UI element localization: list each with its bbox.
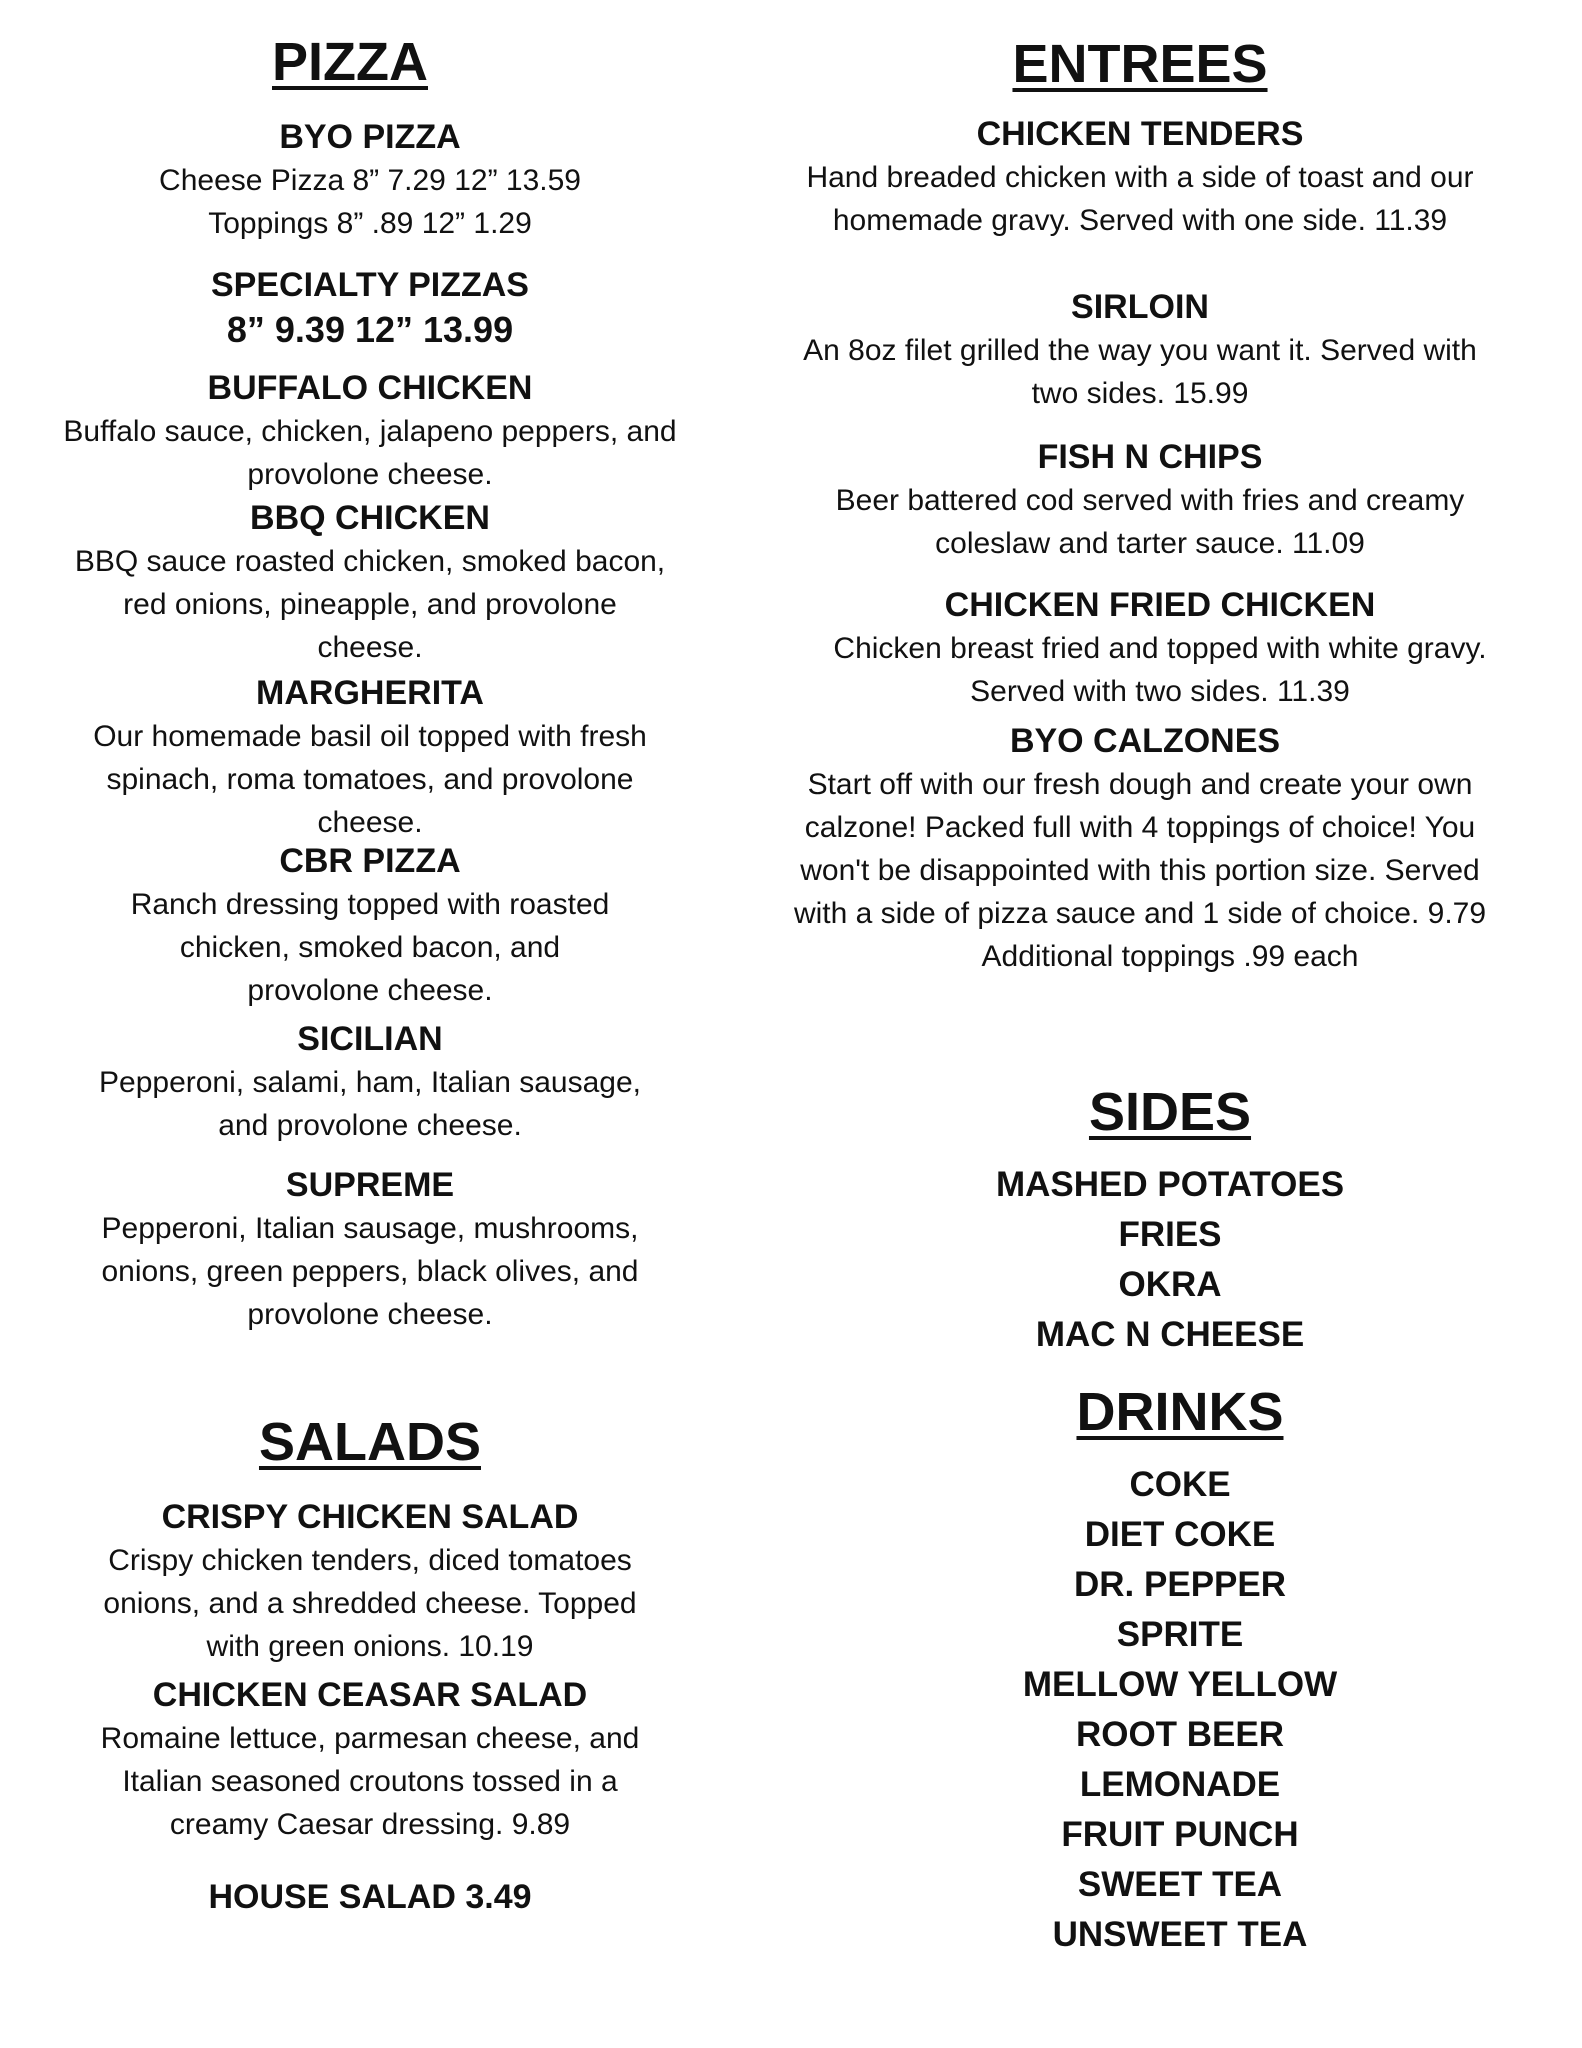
menu-item xyxy=(20,672,720,844)
entrees-title: ENTREES xyxy=(1012,34,1268,94)
menu-item-name: CRISPY CHICKEN SALAD xyxy=(161,1498,579,1536)
list-item: MAC N CHEESE xyxy=(1035,1315,1305,1354)
calzone-extra-toppings: Additional toppings .99 each xyxy=(981,940,1359,973)
list-item: UNSWEET TEA xyxy=(1052,1915,1308,1954)
salads-title: SALADS xyxy=(258,1412,481,1472)
menu-item-name: BUFFALO CHICKEN xyxy=(207,369,533,407)
menu-item-description: Start off with our fresh dough and create your own calzone! Packed full with 4 toppings of choice! You won't be disappointed with this portion size. Served with a side of pizza sauce and 1 side of choice. 9.79 xyxy=(793,768,1487,930)
list-item: MASHED POTATOES xyxy=(995,1165,1345,1204)
list-item: OKRA xyxy=(1118,1265,1222,1304)
list-item: COKE xyxy=(1129,1465,1231,1504)
byo-pizza-name: BYO PIZZA xyxy=(279,118,461,156)
list-item: ROOT BEER xyxy=(1075,1715,1285,1754)
byo-pizza-cheese-price: Cheese Pizza 8” 7.29 12” 13.59 xyxy=(159,164,581,197)
menu-item-name: CHICKEN TENDERS xyxy=(976,115,1304,153)
menu-item-description: Pepperoni, salami, ham, Italian sausage, and provolone cheese. xyxy=(99,1066,641,1142)
specialty-pizzas-prices: 8” 9.39 12” 13.99 xyxy=(226,309,514,350)
pizza-section xyxy=(20,30,720,94)
menu-item-name: BYO CALZONES xyxy=(1009,722,1281,760)
menu-item xyxy=(780,584,1560,713)
menu-item xyxy=(780,286,1560,415)
sides-title: SIDES xyxy=(1088,1082,1252,1142)
drinks-title: DRINKS xyxy=(1076,1382,1284,1442)
menu-item-name: SUPREME xyxy=(285,1166,455,1204)
menu-item xyxy=(20,367,720,496)
menu-item-name: BBQ CHICKEN xyxy=(250,499,490,537)
menu-item-name: SIRLOIN xyxy=(1071,288,1209,326)
list-item: FRUIT PUNCH xyxy=(1061,1815,1299,1854)
list-item: SPRITE xyxy=(1116,1615,1244,1654)
house-salad-price: HOUSE SALAD 3.49 xyxy=(208,1878,532,1916)
specialty-pizzas xyxy=(20,264,720,353)
menu-item-name: MARGHERITA xyxy=(256,674,484,712)
sides-section xyxy=(780,1080,1560,1144)
list-item: LEMONADE xyxy=(1079,1765,1281,1804)
list-item: DIET COKE xyxy=(1084,1515,1276,1554)
drinks-section xyxy=(780,1380,1560,1444)
salads-section xyxy=(20,1410,720,1474)
list-item: DR. PEPPER xyxy=(1074,1565,1286,1604)
menu-item-description: Romaine lettuce, parmesan cheese, and Italian seasoned croutons tossed in a creamy Caesar dressing. 9.89 xyxy=(100,1722,640,1841)
drinks-list xyxy=(780,1460,1560,1960)
menu-item-name: CBR PIZZA xyxy=(279,842,461,880)
menu-item xyxy=(780,720,1560,978)
menu-item xyxy=(20,1164,720,1336)
list-item: MELLOW YELLOW xyxy=(1022,1665,1338,1704)
menu-item xyxy=(20,1496,720,1668)
sides-list xyxy=(780,1160,1560,1360)
menu-item-description: Crispy chicken tenders, diced tomatoes onions, and a shredded cheese. Topped with green onions. 10.19 xyxy=(103,1544,637,1663)
menu-item xyxy=(20,840,720,1012)
menu-item-name: CHICKEN FRIED CHICKEN xyxy=(944,586,1376,624)
menu-item-description: BBQ sauce roasted chicken, smoked bacon, red onions, pineapple, and provolone cheese. xyxy=(74,545,666,664)
list-item: FRIES xyxy=(1118,1215,1222,1254)
specialty-pizzas-heading: SPECIALTY PIZZAS xyxy=(210,266,529,304)
house-salad xyxy=(20,1876,720,1919)
menu-item xyxy=(780,436,1560,565)
menu-item xyxy=(20,497,720,669)
menu-item-name: SICILIAN xyxy=(297,1020,443,1058)
menu-item-name: FISH N CHIPS xyxy=(1037,438,1263,476)
list-item: SWEET TEA xyxy=(1077,1865,1283,1904)
menu-item-name: CHICKEN CEASAR SALAD xyxy=(152,1676,588,1714)
menu-item-description: Buffalo sauce, chicken, jalapeno peppers, and provolone cheese. xyxy=(63,415,677,491)
entrees-section xyxy=(780,32,1560,96)
menu-item xyxy=(20,1674,720,1846)
menu-item-description: Chicken breast fried and topped with white gravy. Served with two sides. 11.39 xyxy=(833,632,1487,708)
menu-item xyxy=(20,1018,720,1147)
byo-pizza-toppings-price: Toppings 8” .89 12” 1.29 xyxy=(208,207,532,240)
pizza-title: PIZZA xyxy=(272,32,428,92)
byo-pizza xyxy=(20,116,720,245)
menu-item-description: Pepperoni, Italian sausage, mushrooms, onions, green peppers, black olives, and provolone cheese. xyxy=(101,1212,639,1331)
menu-item-description: An 8oz filet grilled the way you want it. Served with two sides. 15.99 xyxy=(803,334,1477,410)
menu-item-description: Hand breaded chicken with a side of toast and our homemade gravy. Served with one side. 11.39 xyxy=(806,161,1474,237)
menu-item-description: Our homemade basil oil topped with fresh spinach, roma tomatoes, and provolone cheese. xyxy=(93,720,647,839)
menu-item-description: Beer battered cod served with fries and creamy coleslaw and tarter sauce. 11.09 xyxy=(835,484,1465,560)
menu-item xyxy=(780,113,1560,242)
menu-item-description: Ranch dressing topped with roasted chicken, smoked bacon, and provolone cheese. xyxy=(130,888,610,1007)
